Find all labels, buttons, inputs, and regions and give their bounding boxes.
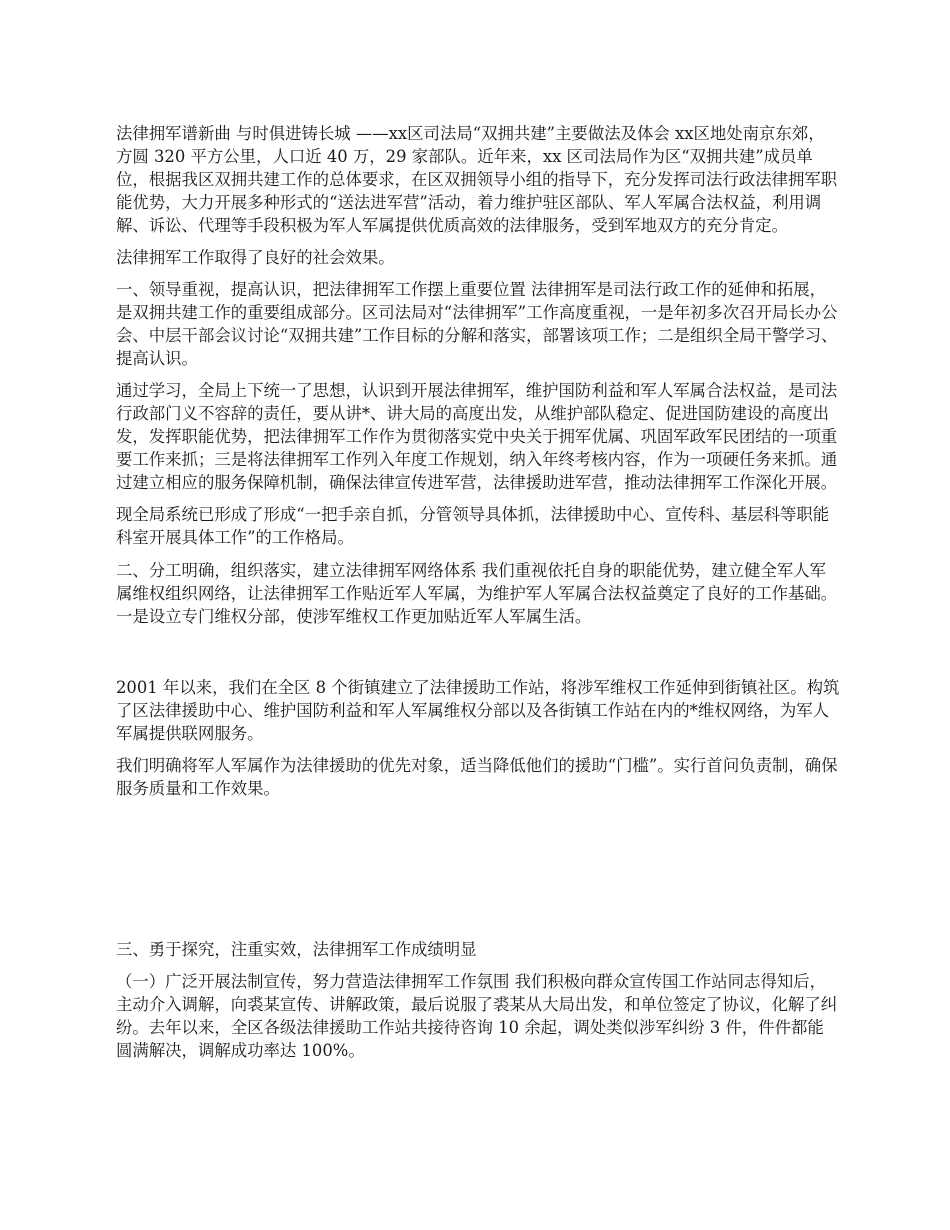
pattern-paragraph: 现全局系统已形成了形成“一把手亲自抓，分管领导具体抓，法律援助中心、宣传科、基层科等职能科室开展具体工作”的工作格局。	[116, 505, 830, 547]
section-three-paragraph: （一）广泛开展法制宣传，努力营造法律拥军工作氛围 我们积极向群众宣传国工作站同志得知后，主动介入调解，向裘某宣传、讲解政策，最后说服了裘某从大局出发，和单位签定了协议，化解了纠纷。去年以来，全区各级法律援助工作站共接待咨询 10 余起，调处类似涉军纠纷 3 件，件件都能圆满解决，调解成功率达 100%。	[116, 972, 838, 1060]
document-body	[116, 122, 840, 1062]
intro-paragraph: 法律拥军谱新曲 与时俱进铸长城 ——xx区司法局“双拥共建”主要做法及体会 xx区地处南京东郊，方圆 320 平方公里，人口近 40 万，29 家部队。近年来，xx 区司法局作为区“双拥共建”成员单位，根据我区双拥共建工作的总体要求，在区双拥领导小组的指导下，充分发挥司法行政法律拥军职能优势，大力开展多种形式的“送法进军营”活动，着力维护驻区部队、军人军属合法权益，利用调解、诉讼、代理等手段积极为军人军属提供优质高效的法律服务，受到军地双方的充分肯定。	[116, 124, 838, 235]
section-two-paragraph: 二、分工明确，组织落实，建立法律拥军网络体系 我们重视依托自身的职能优势，建立健全军人军属维权组织网络，让法律拥军工作贴近军人军属，为维护军人军属合法权益奠定了良好的工作基础。 一是设立专门维权分部，使涉军维权工作更加贴近军人军属生活。	[116, 561, 838, 626]
network-paragraph: 2001 年以来，我们在全区 8 个街镇建立了法律援助工作站，将涉军维权工作延伸到街镇社区。构筑了区法律援助中心、维护国防利益和军人军属维权分部以及各街镇工作站在内的*维权网络，为军人军属提供联网服务。	[116, 678, 840, 743]
effect-paragraph: 法律拥军工作取得了良好的社会效果。	[116, 248, 395, 267]
priority-paragraph: 我们明确将军人军属作为法律援助的优先对象，适当降低他们的援助“门槛”。实行首问负责制，确保服务质量和工作效果。	[116, 756, 838, 798]
section-one-paragraph: 一、领导重视，提高认识，把法律拥军工作摆上重要位置 法律拥军是司法行政工作的延伸和拓展，是双拥共建工作的重要组成部分。区司法局对“法律拥军”工作高度重视，一是年初多次召开局长办公会、中层干部会议讨论“双拥共建”工作目标的分解和落实，部署该项工作；二是组织全局干警学习、提高认识。	[116, 280, 838, 368]
study-paragraph: 通过学习，全局上下统一了思想，认识到开展法律拥军，维护国防利益和军人军属合法权益，是司法行政部门义不容辞的责任，要从讲*、讲大局的高度出发，从维护部队稳定、促进国防建设的高度出发，发挥职能优势，把法律拥军工作作为贯彻落实党中央关于拥军优属、巩固军政军民团结的一项重要工作来抓；三是将法律拥军工作列入年度工作规划，纳入年终考核内容，作为一项硬任务来抓。通过建立相应的服务保障机制，确保法律宣传进军营，法律援助进军营，推动法律拥军工作深化开展。	[116, 381, 838, 492]
section-three-heading: 三、勇于探究，注重实效，法律拥军工作成绩明显	[116, 940, 477, 959]
